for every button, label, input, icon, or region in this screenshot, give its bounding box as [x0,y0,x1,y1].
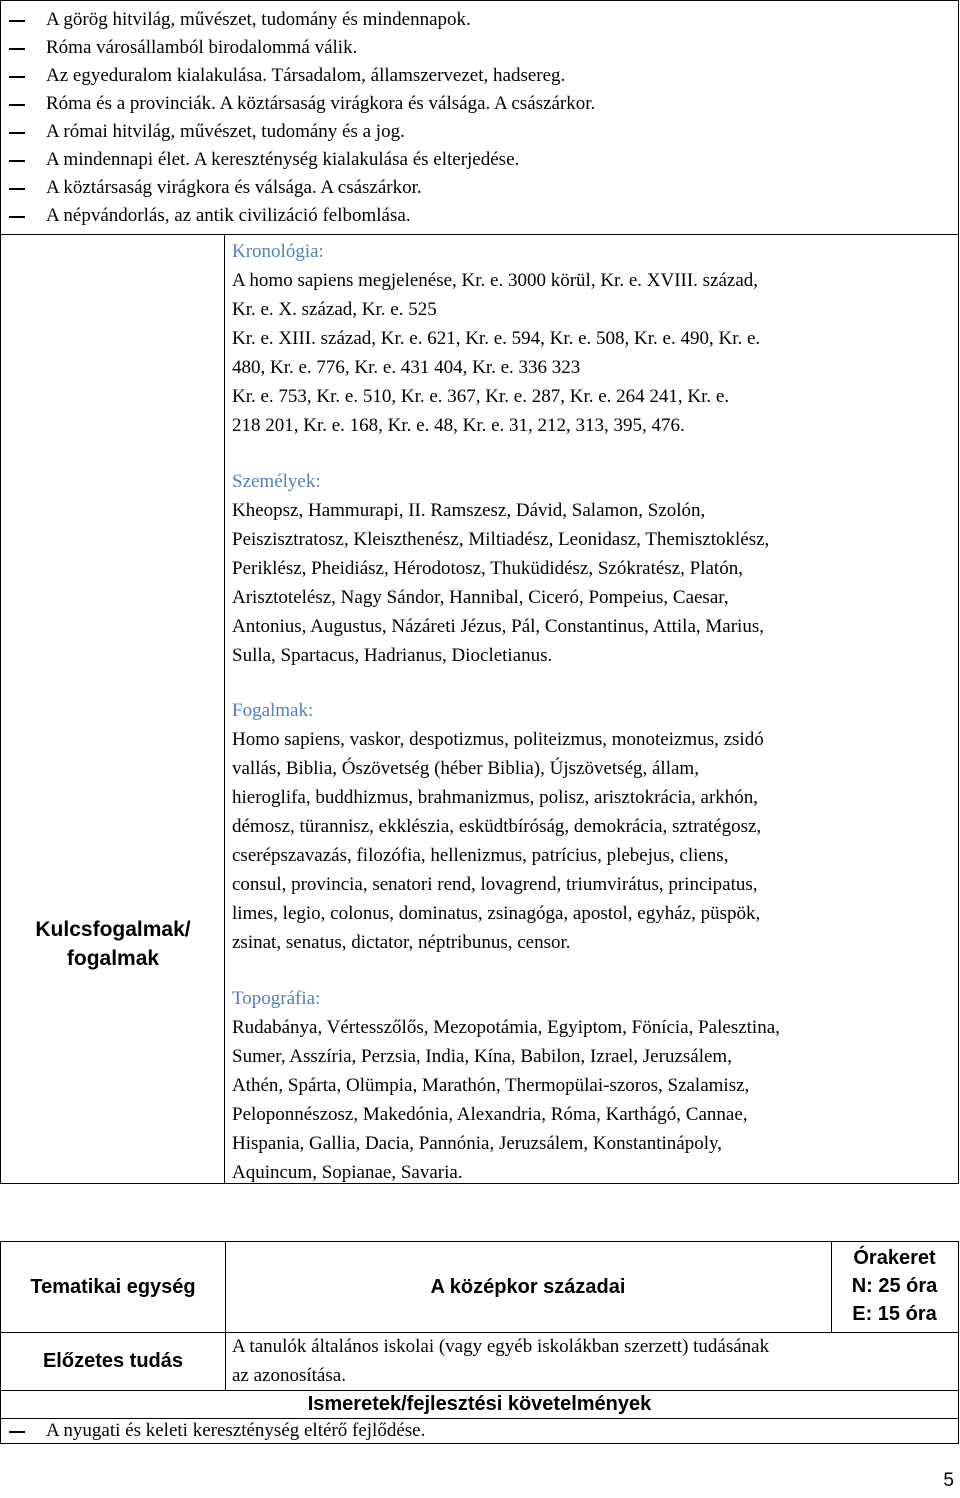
chronology-section: Kronológia: A homo sapiens megjelenése, Kr. e. 3000 körül, Kr. e. XVIII. század, Kr. e. X. század, Kr. e. 525 Kr. e. XIII. század, Kr. e. 621, Kr. e. 594, Kr. e. 508, Kr. e. 490, Kr. e. 480, Kr. e. 776, Kr. e. 431 404, Kr. e. 336 323 Kr. e. 753, Kr. e. 510, Kr. e. 367, Kr. e. 287, Kr. e. 264 241, Kr. e. 218 201, Kr. e. 168, Kr. e. 48, Kr. e. 31, 212, 313, 395, 476. [232,237,944,440]
dash-bullet-icon [9,104,25,106]
concepts-heading: Fogalmak: [232,700,314,721]
list-item: A nyugati és keleti kereszténység eltérő fejlődése. [9,1418,425,1444]
table-divider [225,1242,226,1390]
list-item: Róma és a provinciák. A köztársaság virágkora és válsága. A császárkor. [9,91,595,117]
key-concepts-label-cell [1,235,225,1183]
table-divider [1,1332,958,1333]
thematic-unit-label: Tematikai egység [30,1276,196,1298]
list-item: A mindennapi élet. A kereszténység kialakulása és elterjedése. [9,147,519,173]
page-number: 5 [943,1470,954,1491]
thematic-unit-title: A középkor századai [430,1276,626,1298]
dash-bullet-icon [9,132,25,134]
dash-bullet-icon [9,216,25,218]
list-item: Az egyeduralom kialakulása. Társadalom, államszervezet, hadsereg. [9,63,565,89]
table-divider [831,1242,832,1332]
curriculum-table-middle-ages [0,1241,959,1444]
list-item: A népvándorlás, az antik civilizáció felbomlása. [9,203,411,229]
requirements-heading: Ismeretek/fejlesztési követelmények [307,1393,652,1415]
dash-bullet-icon [9,48,25,50]
dash-bullet-icon [9,188,25,190]
dash-bullet-icon [9,20,25,22]
list-item: A köztársaság virágkora és válsága. A császárkor. [9,175,422,201]
dash-bullet-icon [9,160,25,162]
hours-allocation: Órakeret N: 25 óra E: 15 óra [851,1247,938,1325]
persons-heading: Személyek: [232,471,321,492]
chronology-heading: Kronológia: [232,241,324,262]
prior-knowledge-label: Előzetes tudás [42,1350,184,1372]
dash-bullet-icon [9,1431,25,1433]
dash-bullet-icon [9,76,25,78]
concepts-section: Fogalmak: Homo sapiens, vaskor, despotizmus, politeizmus, monoteizmus, zsidó vallás, Biblia, Ószövetség (héber Biblia), Újszövetség, állam, hieroglifa, buddhizmus, brahmanizmus, polisz, arisztokrácia, arkhón, démosz, türannisz, ekklészia, esküdtbíróság, demokrácia, sztratégosz, cserépszavazás, filozófia, hellenizmus, patrícius, plebejus, cliens, consul, provincia, senatori rend, lovagrend, triumvirátus, principatus, limes, legio, colonus, dominatus, zsinagóga, apostol, egyház, püspök, zsinat, senatus, dictator, néptribunus, censor. [232,696,944,957]
list-item: A római hitvilág, művészet, tudomány és a jog. [9,119,405,145]
topography-section: Topográfia: Rudabánya, Vértesszőlős, Mezopotámia, Egyiptom, Fönícia, Palesztina, Sumer, Asszíria, Perzsia, India, Kína, Babilon, Izrael, Jeruzsálem, Athén, Spárta, Olümpia, Marathón, Thermopülai-szoros, Szalamisz, Peloponnészosz, Makedónia, Alexandria, Róma, Karthágó, Cannae, Hispania, Gallia, Dacia, Pannónia, Jeruzsálem, Konstantinápoly, Aquincum, Sopianae, Savaria. [232,984,944,1187]
topography-heading: Topográfia: [232,988,321,1009]
topics-bullet-list [1,1,958,235]
persons-section: Személyek: Kheopsz, Hammurapi, II. Ramszesz, Dávid, Salamon, Szolón, Peiszisztratosz, Kleiszthenész, Miltiadész, Leonidasz, Themisztoklész, Periklész, Pheidiász, Hérodotosz, Thuküdidész, Szókratész, Platón, Arisztotelész, Nagy Sándor, Hannibal, Ciceró, Pompeius, Caesar, Antonius, Augustus, Názáreti Jézus, Pál, Constantinus, Attila, Marius, Sulla, Spartacus, Hadrianus, Diocletianus. [232,467,944,670]
list-item: Róma városállamból birodalommá válik. [9,35,357,61]
list-item: A görög hitvilág, művészet, tudomány és mindennapok. [9,7,471,33]
table-divider [1,1418,958,1419]
prior-knowledge-text: A tanulók általános iskolai (vagy egyéb iskolákban szerzett) tudásának az azonosítása. [232,1336,770,1386]
table-divider [1,1390,958,1391]
key-concepts-label: Kulcsfogalmak/ fogalmak [35,918,191,970]
